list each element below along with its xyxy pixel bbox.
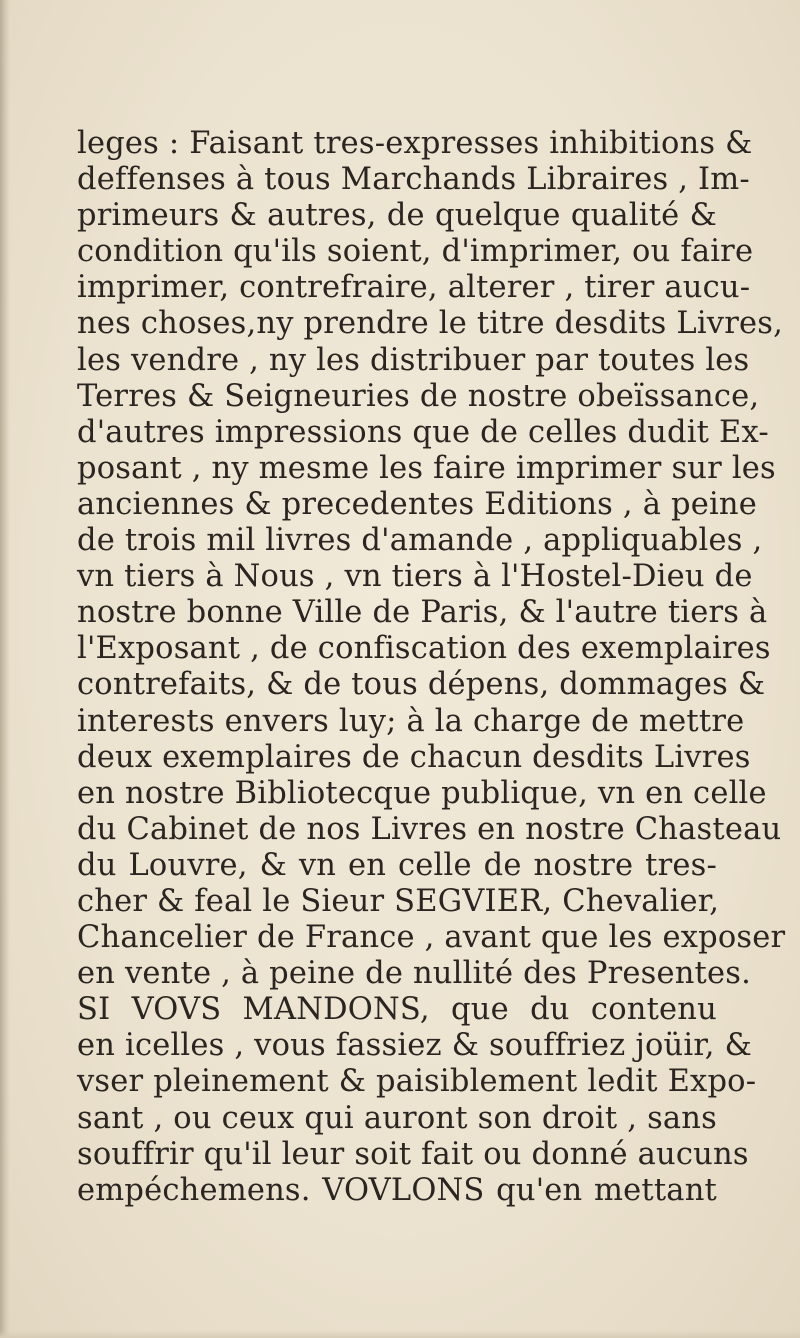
text-line: leges : Faisant tres-expresses inhibitions &	[77, 126, 753, 161]
text-line: du Cabinet de nos Livres en nostre Chasteau	[77, 811, 782, 847]
text-line: primeurs & autres, de quelque qualité &	[77, 198, 717, 234]
page-bottom-edge	[0, 1330, 800, 1338]
binding-edge	[0, 0, 10, 1338]
text-line: souffrir qu'il leur soit fait ou donné aucuns	[77, 1136, 749, 1172]
text-line: vser pleinement & paisiblement ledit Expo-	[77, 1064, 757, 1100]
text-line: deux exemplaires de chacun desdits Livres	[77, 739, 751, 775]
text-line: imprimer, contrefraire, alterer , tirer aucu-	[77, 270, 751, 306]
text-line: sant , ou ceux qui auront son droit , sans	[77, 1100, 717, 1136]
text-line: en icelles , vous fassiez & souffriez joüir, &	[77, 1028, 752, 1064]
text-line: Chancelier de France , avant que les exposer	[77, 920, 786, 956]
text-line: d'autres impressions que de celles dudit Ex-	[77, 414, 769, 450]
text-line: de trois mil livres d'amande , appliquables ,	[77, 523, 763, 559]
text-line: cher & feal le Sieur SEGVIER, Chevalier,	[77, 883, 720, 919]
text-line: anciennes & precedentes Editions , à peine	[77, 486, 757, 522]
text-line: condition qu'ils soient, d'imprimer, ou faire	[77, 234, 754, 270]
text-line: nes choses,ny prendre le titre desdits Livres,	[77, 306, 784, 342]
text-line: Terres & Seigneuries de nostre obeïssance,	[77, 378, 760, 414]
text-line: du Louvre, & vn en celle de nostre tres-	[77, 847, 717, 883]
text-line: contrefaits, & de tous dépens, dommages &	[77, 667, 766, 703]
text-line: vn tiers à Nous , vn tiers à l'Hostel-Dieu de	[77, 559, 753, 595]
body-text	[77, 126, 786, 1209]
text-line: posant , ny mesme les faire imprimer sur les	[77, 450, 776, 486]
text-line: deffenses à tous Marchands Libraires , Im-	[77, 162, 750, 198]
text-line: nostre bonne Ville de Paris, & l'autre tiers à	[77, 595, 768, 631]
text-line: empéchemens. VOVLONS qu'en mettant	[77, 1172, 717, 1208]
text-line: l'Exposant , de confiscation des exemplaires	[77, 631, 771, 667]
text-line: interests envers luy; à la charge de mettre	[77, 703, 745, 739]
text-line: en vente , à peine de nullité des Presentes.	[77, 956, 751, 992]
text-line: SI VOVS MANDONS, que du contenu	[77, 992, 717, 1028]
text-line: en nostre Bibliotecque publique, vn en celle	[77, 775, 767, 811]
text-line: les vendre , ny les distribuer par toutes les	[77, 342, 750, 378]
